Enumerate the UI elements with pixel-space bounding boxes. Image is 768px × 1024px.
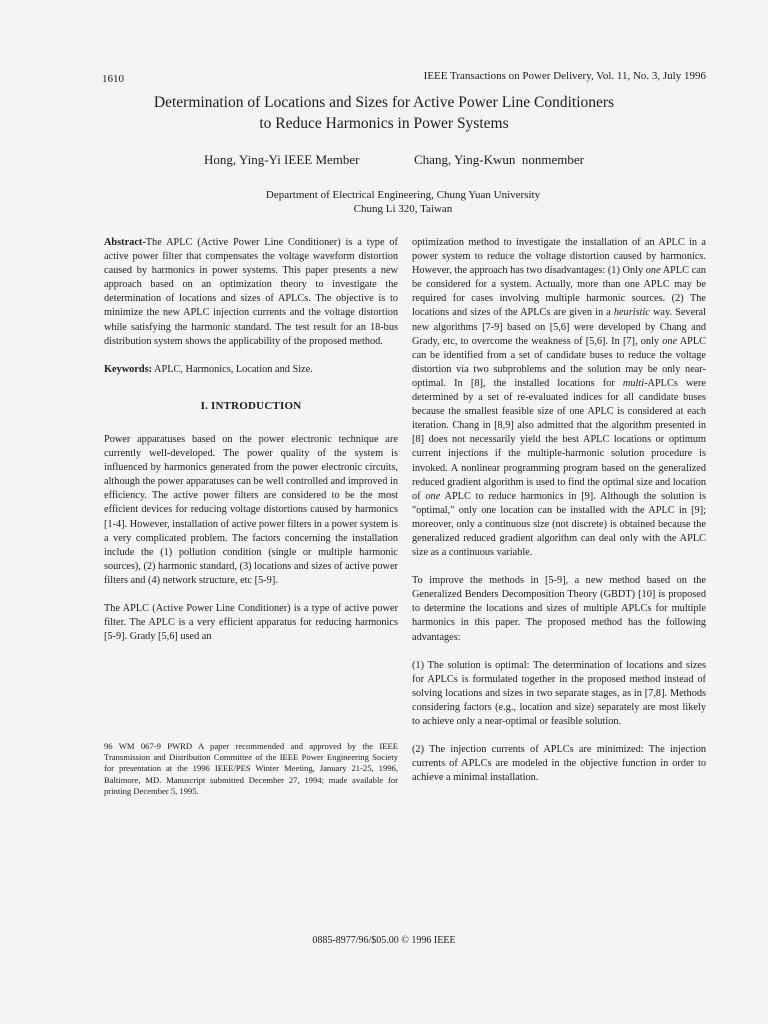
intro-paragraph-1: Power apparatuses based on the power electronic technique are currently well-developed. The power quality of the system is influenced by harmonics generated from the power electronic circuits, although the power apparatuses can be well controlled and improved in efficiency. The active power filters are considered to be the most efficient devices for reducing voltage distortions caused by harmonics [1-4]. However, installation of active power filters in a power system is a very complicated problem. The factors concerning the installation include the (1) pollution condition (single or multiple harmonic sources), (2) harmonic standard, (3) locations and sizes of active power filters and (4) network structure, etc [5-9]. — [104, 433, 398, 586]
affiliation-line-1: Department of Electrical Engineering, Chung Yuan University — [265, 189, 541, 201]
abstract-label: Abstract- — [104, 237, 146, 248]
title-line-1: Determination of Locations and Sizes for Active Power Line Conditioners — [153, 94, 615, 111]
paper-title — [96, 92, 672, 134]
page-number: 1610 — [102, 73, 124, 85]
right-paragraph-2: To improve the methods in [5-9], a new method based on the Generalized Benders Decomposition Theory (GBDT) [10] is proposed to determine the locations and sizes of multiple APLCs for multiple harmonics in this paper. The proposed method has the following advantages: — [412, 575, 706, 643]
copyright-footer: 0885-8977/96/$05.00 © 1996 IEEE — [312, 935, 456, 946]
keywords — [104, 363, 398, 377]
text-run: APLC can be considered for a system. Actually, more than one APLC may be required for cases involving multiple harmonic sources. (2) The locations and sizes of the APLCs are given in a — [412, 265, 706, 319]
text-run: APLC to reduce harmonics in [9]. Although the solution is "optimal," only one location can be installed with the APLC in [9]; moreover, only a continuous size (not discrete) is obtained because the generalized reduced gradient algorithm can deal only with the APLC size as a continuous variable. — [412, 490, 706, 559]
right-paragraph-1 — [412, 236, 706, 560]
author-2: Chang, Ying-Kwun nonmember — [414, 152, 584, 167]
section-heading-introduction: I. INTRODUCTION — [200, 399, 302, 412]
footnote: 96 WM 067-9 PWRD A paper recommended and approved by the IEEE Transmission and Distribution Committee of the IEEE Power Engineering Society for presentation at the 1996 IEEE/PES Winter Meeting, January 21-25, 1996, Baltimore, MD. Manuscript submitted December 27, 1994; made available for printing December 5, 1995. — [104, 741, 398, 796]
keywords-label: Keywords: — [104, 363, 153, 375]
emphasis: multi — [622, 377, 645, 389]
emphasis: heuristic — [613, 307, 650, 319]
keywords-text: APLC, Harmonics, Location and Size. — [152, 363, 313, 375]
abstract — [104, 236, 398, 349]
right-column — [412, 236, 706, 896]
affiliation-line-2: Chung Li 320, Taiwan — [353, 203, 453, 215]
affiliation — [150, 188, 656, 216]
author-1: Hong, Ying-Yi IEEE Member — [204, 152, 360, 167]
emphasis: one — [662, 335, 678, 347]
emphasis: one — [645, 265, 661, 277]
emphasis: one — [425, 490, 441, 502]
text-run: -APLCs were determined by a set of re-evaluated indices for all candidate buses because the smallest feasible size of one APLC is considered at each iteration. Chang in [8,9] also admitted that the algorithm presented in [8] does not necessarily yield the best APLC locations or optimum current injections if the multiple-harmonic solution procedure is invoked. A nonlinear programming program based on the generalized reduced gradient algorithm is used to find the optimal size and location of — [412, 377, 706, 502]
left-column — [104, 236, 398, 726]
text-run: APLC can be identified from a set of candidate buses to reduce the voltage distortion via two subproblems and the solution may be only near-optimal. In [8], the installed locations for — [412, 335, 707, 389]
journal-header: IEEE Transactions on Power Delivery, Vol. 11, No. 3, July 1996 — [423, 70, 706, 82]
title-line-2: to Reduce Harmonics in Power Systems — [259, 115, 509, 132]
right-paragraph-3: (1) The solution is optimal: The determination of locations and sizes for APLCs is formulated together in the proposed method instead of solving locations and sizes in two separate stages, as in [7,8]. Methods considering factors (e.g., location and size) separately are most likely to achieve only a near-optimal or feasible solution. — [412, 659, 706, 727]
right-paragraph-4: (2) The injection currents of APLCs are minimized: The injection currents of APLCs are modeled in the objective function in order to achieve a minimal installation. — [412, 744, 706, 784]
abstract-text: The APLC (Active Power Line Conditioner) is a type of active power filter that compensates the voltage waveform distortion caused by harmonics in power systems. This paper presents a new approach based on an optimization theory to investigate the determination of locations and sizes of APLCs. The objective is to minimize the new APLC injection currents and the voltage distortion while satisfying the harmonic standard. The test result for an 18-bus distribution system shows the applicability of the proposed method. — [104, 237, 398, 347]
text-run: optimization method to investigate the installation of an APLC in a power system to reduce the voltage distortion caused by harmonics. However, the approach has two disadvantages: (1) Only — [412, 237, 706, 277]
intro-paragraph-2: The APLC (Active Power Line Conditioner) is a type of active power filter. The APLC is a very efficient apparatus for reducing harmonics [5-9]. Grady [5,6] used an — [104, 602, 398, 643]
text-run: way. Several new algorithms [7-9] based on [5,6] were developed by Chang and Grady, etc, to overcome the weakness of [5,6]. In [7], only — [412, 307, 706, 347]
